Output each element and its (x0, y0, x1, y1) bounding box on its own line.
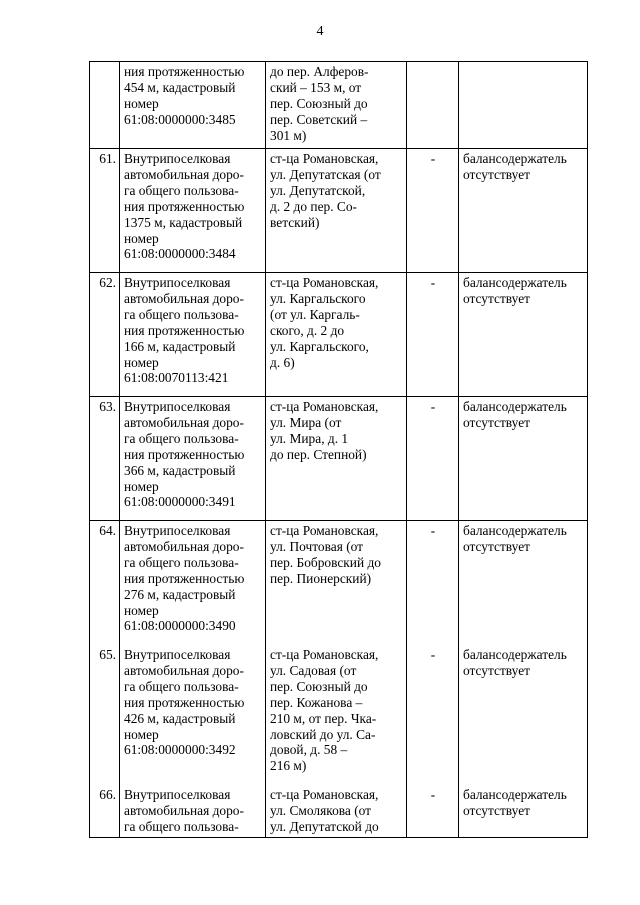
location-cell: до пер. Алферов- ский – 153 м, от пер. Союзный до пер. Советский – 301 м) (266, 62, 407, 149)
location-cell: ст-ца Романовская, ул. Смолякова (от ул. Депутатской до (266, 785, 407, 838)
table-row (90, 785, 588, 838)
balance-holder-cell: балансодержатель отсутствует (459, 521, 588, 646)
road-name-cell: Внутрипоселковая автомобильная доро- га общего пользова- ния протяженностью 166 м, кадастровый номер 61:08:0070113:421 (120, 273, 266, 397)
row-number-cell: 62. (90, 273, 120, 397)
road-name-cell: Внутрипоселковая автомобильная доро- га общего пользова- ния протяженностью 276 м, кадастровый номер 61:08:0000000:3490 (120, 521, 266, 646)
balance-holder-cell (459, 62, 588, 149)
row-number-cell: 64. (90, 521, 120, 646)
road-name-cell: Внутрипоселковая автомобильная доро- га общего пользова- (120, 785, 266, 838)
road-name-cell: ния протяженностью 454 м, кадастровый номер 61:08:0000000:3485 (120, 62, 266, 149)
balance-holder-cell: балансодержатель отсутствует (459, 645, 588, 785)
row-number-cell: 61. (90, 149, 120, 273)
owner-document-cell: - (407, 397, 459, 521)
row-number-cell: 66. (90, 785, 120, 838)
owner-document-cell: - (407, 521, 459, 646)
balance-holder-cell: балансодержатель отсутствует (459, 785, 588, 838)
row-number-cell (90, 62, 120, 149)
table-row (90, 521, 588, 646)
location-cell: ст-ца Романовская, ул. Почтовая (от пер. Бобровский до пер. Пионерский) (266, 521, 407, 646)
road-name-cell: Внутрипоселковая автомобильная доро- га общего пользова- ния протяженностью 1375 м, кадастровый номер 61:08:0000000:3484 (120, 149, 266, 273)
owner-document-cell: - (407, 785, 459, 838)
owner-document-cell: - (407, 645, 459, 785)
location-cell: ст-ца Романовская, ул. Мира (от ул. Мира, д. 1 до пер. Степной) (266, 397, 407, 521)
table-row (90, 645, 588, 785)
road-name-cell: Внутрипоселковая автомобильная доро- га общего пользова- ния протяженностью 426 м, кадастровый номер 61:08:0000000:3492 (120, 645, 266, 785)
location-cell: ст-ца Романовская, ул. Депутатская (от ул. Депутатской, д. 2 до пер. Со- ветский) (266, 149, 407, 273)
owner-document-cell: - (407, 149, 459, 273)
road-name-cell: Внутрипоселковая автомобильная доро- га общего пользова- ния протяженностью 366 м, кадастровый номер 61:08:0000000:3491 (120, 397, 266, 521)
location-cell: ст-ца Романовская, ул. Садовая (от пер. Союзный до пер. Кожанова – 210 м, от пер. Чка- ловский до ул. Са- довой, д. 58 – 216 м) (266, 645, 407, 785)
table-row (90, 149, 588, 273)
location-cell: ст-ца Романовская, ул. Каргальского (от ул. Каргаль- ского, д. 2 до ул. Каргальского, д. 6) (266, 273, 407, 397)
balance-holder-cell: балансодержатель отсутствует (459, 397, 588, 521)
row-number-cell: 63. (90, 397, 120, 521)
owner-document-cell: - (407, 273, 459, 397)
table-row (90, 273, 588, 397)
page-number: 4 (316, 24, 324, 39)
balance-holder-cell: балансодержатель отсутствует (459, 149, 588, 273)
table-row (90, 62, 588, 149)
road-registry-table (89, 61, 588, 838)
owner-document-cell (407, 62, 459, 149)
balance-holder-cell: балансодержатель отсутствует (459, 273, 588, 397)
table-row (90, 397, 588, 521)
row-number-cell: 65. (90, 645, 120, 785)
